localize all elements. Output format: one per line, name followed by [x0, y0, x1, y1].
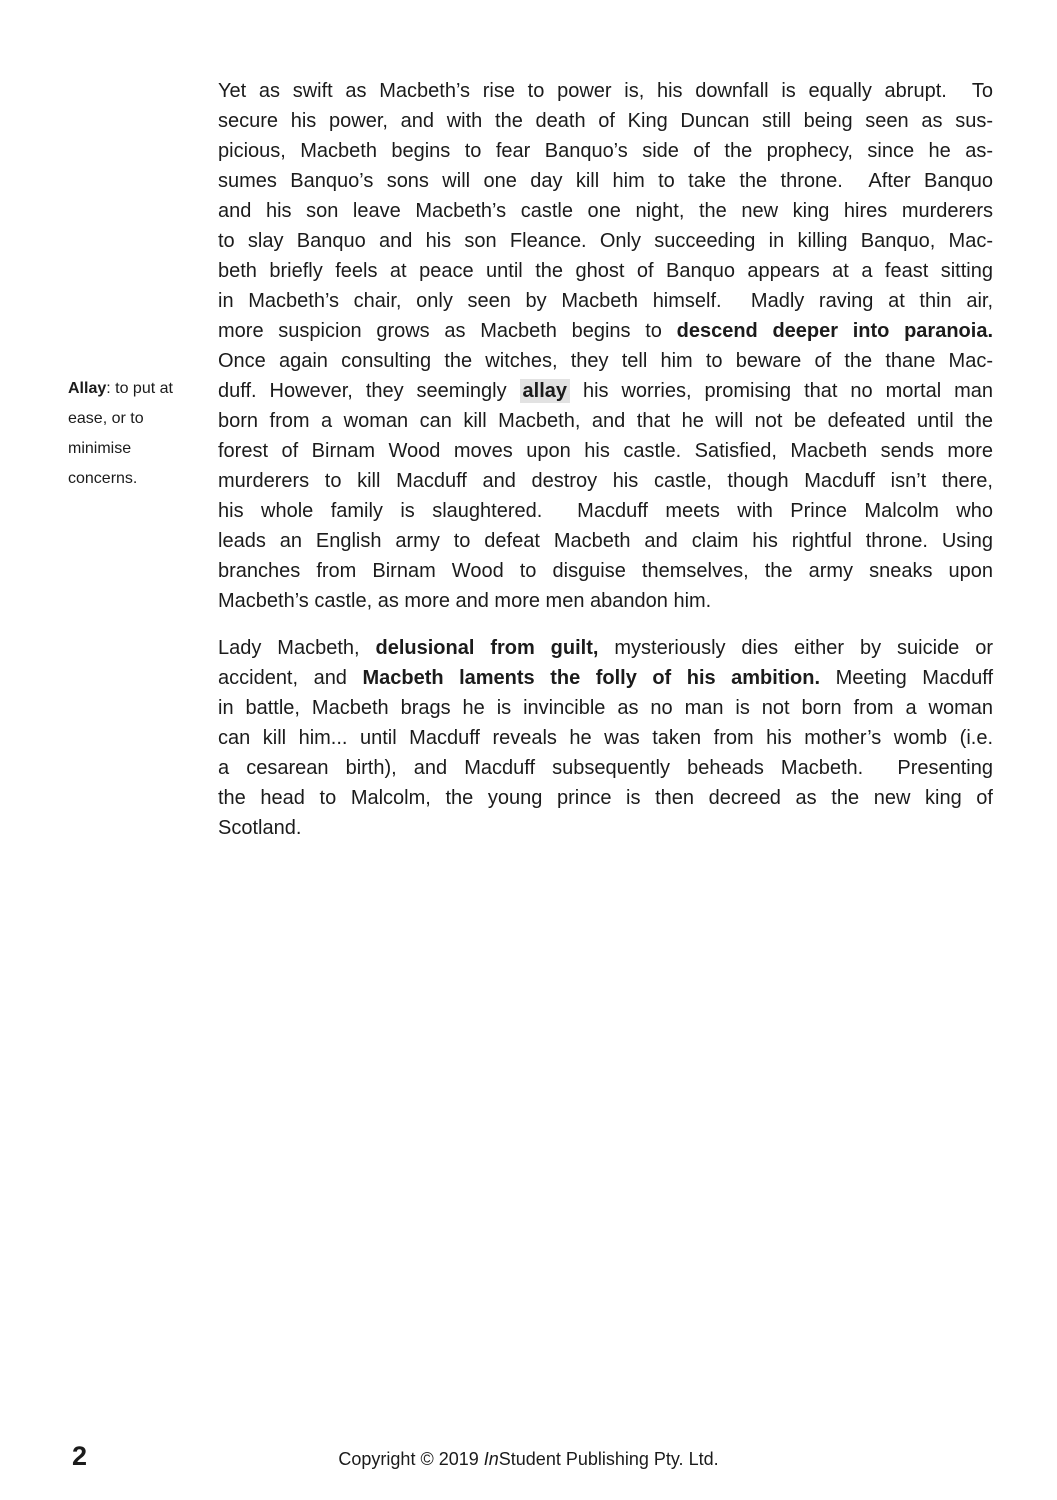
- text-line: secure his power, and with the death of King Duncan still being seen as sus-: [218, 110, 993, 132]
- highlighted-term: allay: [520, 379, 570, 403]
- text-line: beth briefly feels at peace until the ghost of Banquo appears at a feast sitting: [218, 260, 993, 282]
- text-line: sumes Banquo’s sons will one day kill him to take the throne. After Banquo: [218, 170, 993, 192]
- text-line: his whole family is slaughtered. Macduff meets with Prince Malcolm who: [218, 500, 993, 522]
- text-line: duff. However, they seemingly allay his worries, promising that no mortal man: [218, 380, 993, 402]
- text-line: Allay: to put at: [68, 380, 173, 397]
- text-line: the head to Malcolm, the young prince is then decreed as the new king of: [218, 787, 993, 809]
- text-line: leads an English army to defeat Macbeth and claim his rightful throne. Using: [218, 530, 993, 552]
- page-number: 2: [72, 1441, 88, 1471]
- copyright-line: [0, 1447, 1057, 1471]
- text-line: ease, or to: [68, 410, 144, 427]
- text-line: Scotland.: [218, 817, 302, 839]
- text-line: in battle, Macbeth brags he is invincible as no man is not born from a woman: [218, 697, 993, 719]
- text-line: in Macbeth’s chair, only seen by Macbeth himself. Madly raving at thin air,: [218, 290, 993, 312]
- text-line: Yet as swift as Macbeth’s rise to power is, his downfall is equally abrupt. To: [218, 80, 993, 102]
- text-line: accident, and Macbeth laments the folly of his ambition. Meeting Macduff: [218, 667, 994, 689]
- text-line: and his son leave Macbeth’s castle one night, the new king hires murderers: [218, 200, 993, 222]
- margin-note-allay-definition: [68, 374, 216, 494]
- paragraph-macbeth-downfall: [218, 76, 993, 616]
- body-text-column: [218, 76, 993, 843]
- text-line: Macbeth’s castle, as more and more men abandon him.: [218, 590, 712, 612]
- text-line: more suspicion grows as Macbeth begins to descend deeper into paranoia.: [218, 320, 994, 342]
- paragraph-lady-macbeth-death: [218, 633, 993, 843]
- text-line: born from a woman can kill Macbeth, and that he will not be defeated until the: [218, 410, 993, 432]
- text-line: concerns.: [68, 470, 138, 487]
- text-line: branches from Birnam Wood to disguise themselves, the army sneaks upon: [218, 560, 993, 582]
- text-line: can kill him... until Macduff reveals he was taken from his mother’s womb (i.e.: [218, 727, 993, 749]
- text-line: minimise: [68, 440, 132, 457]
- text-line: a cesarean birth), and Macduff subsequently beheads Macbeth. Presenting: [218, 757, 993, 779]
- text-line: to slay Banquo and his son Fleance. Only succeeding in killing Banquo, Mac-: [218, 230, 993, 252]
- text-line: Once again consulting the witches, they tell him to beware of the thane Mac-: [218, 350, 993, 372]
- text-line: murderers to kill Macduff and destroy his castle, though Macduff isn’t there,: [218, 470, 993, 492]
- text-line: picious, Macbeth begins to fear Banquo’s side of the prophecy, since he as-: [218, 140, 993, 162]
- text-line: Lady Macbeth, delusional from guilt, mysteriously dies either by suicide or: [218, 637, 994, 659]
- text-line: Copyright © 2019 InStudent Publishing Pty. Ltd.: [338, 1449, 719, 1469]
- text-line: forest of Birnam Wood moves upon his castle. Satisfied, Macbeth sends more: [218, 440, 993, 462]
